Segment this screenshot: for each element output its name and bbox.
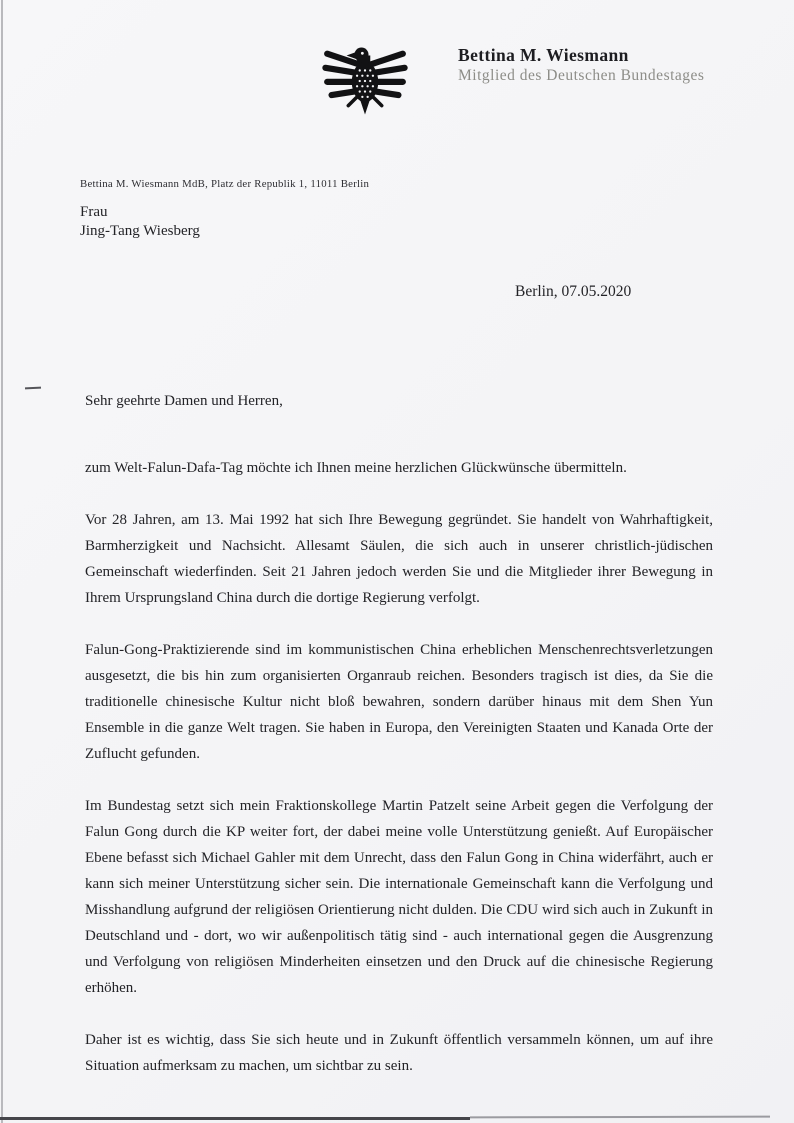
recipient-name: Jing-Tang Wiesberg <box>80 223 200 239</box>
recipient-address-block <box>80 203 200 241</box>
paragraph: zum Welt-Falun-Dafa-Tag möchte ich Ihnen meine herzlichen Glückwünsche übermitteln. <box>85 460 627 476</box>
sender-return-address: Bettina M. Wiesmann MdB, Platz der Republik 1, 11011 Berlin <box>80 178 370 190</box>
letterhead-name: Bettina M. Wiesmann <box>458 45 629 65</box>
scan-bottom-edge-light <box>470 1116 770 1119</box>
scan-left-edge <box>1 0 3 1123</box>
paragraph: Im Bundestag setzt sich mein Fraktionskollege Martin Patzelt seine Arbeit gegen die Verfolgung der Falun Gong durch die KP weiter fort, der dabei meine volle Unterstützung genießt. Auf Europäischer Ebene befasst sich Michael Gahler mit dem Unrecht, dass den Falun Gong in China widerfährt, auch er kann sich meiner Unterstützung sicher sein. Die internationale Gemeinschaft kann die Verfolgung und Misshandlung aufgrund der religiösen Orientierung nicht dulden. Die CDU wird sich auch in Zukunft in Deutschland und - dort, wo wir außenpolitisch tätig sind - auch international gegen die Ausgrenzung und Verfolgung von religiösen Minderheiten einsetzen und den Druck auf die chinesische Regierung erhöhen. <box>85 798 713 996</box>
bundestag-eagle-icon <box>321 44 409 118</box>
letterhead-subtitle: Mitglied des Deutschen Bundestages <box>458 67 705 84</box>
date-line: Berlin, 07.05.2020 <box>515 283 632 300</box>
letter-body <box>85 388 713 1079</box>
recipient-salutation: Frau <box>80 204 108 220</box>
paragraph: Vor 28 Jahren, am 13. Mai 1992 hat sich Ihre Bewegung gegründet. Sie handelt von Wahrhaftigkeit, Barmherzigkeit und Nachsicht. Allesamt Säulen, die sich auch in unserer christlich-jüdischen Gemeinschaft wiederfinden. Seit 21 Jahren jedoch werden Sie und die Mitglieder ihrer Bewegung in Ihrem Ursprungsland China durch die dortige Regierung verfolgt. <box>85 512 713 606</box>
scan-bottom-edge <box>0 1117 470 1120</box>
paragraph: Falun-Gong-Praktizierende sind im kommunistischen China erheblichen Menschenrechtsverletzungen ausgesetzt, die bis hin zum organisierten Organraub reichen. Besonders tragisch ist dies, da Sie die traditionelle chinesische Kultur nicht bloß bewahren, sondern darüber hinaus mit dem Shen Yun Ensemble in die ganze Welt tragen. Sie haben in Europa, den Vereinigten Staaten und Kanada Orte der Zuflucht gefunden. <box>85 642 713 762</box>
fold-mark <box>25 387 41 390</box>
paragraph: Daher ist es wichtig, dass Sie sich heute und in Zukunft öffentlich versammeln können, um auf ihre Situation aufmerksam zu machen, um sichtbar zu sein. <box>85 1032 713 1074</box>
greeting: Sehr geehrte Damen und Herren, <box>85 393 283 409</box>
